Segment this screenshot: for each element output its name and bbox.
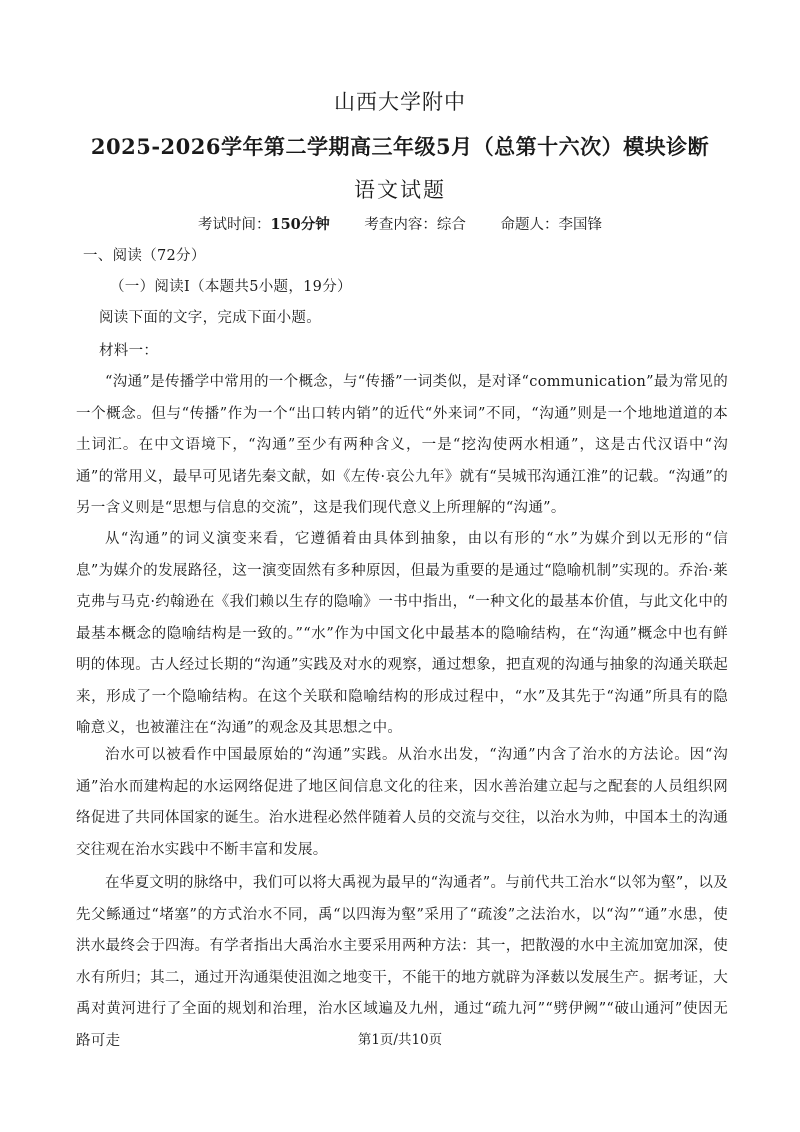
exam-time-value: 150分钟 <box>270 216 330 233</box>
exam-title: 2025-2026学年第二学期高三年级5月（总第十六次）模块诊断 <box>90 134 710 159</box>
material-label: 材料一： <box>99 343 159 359</box>
exam-content: 考查内容：综合 <box>364 217 466 233</box>
section-title: 一、阅读（72分） <box>83 248 206 264</box>
exam-author: 命题人：李国锋 <box>500 217 602 233</box>
exam-meta <box>0 213 800 234</box>
paragraph: 治水可以被看作中国最原始的“沟通”实践。从治水出发，“沟通”内含了治水的方法论。因“沟通”治水而建构起的水运网络促进了地区间信息文化的往来，因水善治建立起与之配套的人员组织网络促进了共同体国家的诞生。治水进程必然伴随着人员的交流与交往，以治水为帅，中国本土的沟通交往观在治水实践中不断丰富和发展。 <box>76 747 728 858</box>
paragraph: 从“沟通”的词义演变来看，它遵循着由具体到抽象，由以有形的“水”为媒介到以无形的“信息”为媒介的发展路径，这一演变固然有多种原因，但最为重要的是通过“隐喻机制”实现的。乔治·莱克弗与马克·约翰逊在《我们赖以生存的隐喻》一书中指出，“一种文化的最基本价值，与此文化中的最基本概念的隐喻结构是一致的。”“水”作为中国文化中最基本的隐喻结构，在“沟通”概念中也有鲜明的体现。古人经过长期的“沟通”实践及对水的观察，通过想象，把直观的沟通与抽象的沟通关联起来，形成了一个隐喻结构。在这个关联和隐喻结构的形成过程中，“水”及其先于“沟通”所具有的隐喻意义，也被灌注在“沟通”的观念及其思想之中。 <box>76 531 728 736</box>
page-number: 第1页/共10页 <box>357 1032 443 1048</box>
instruction-text: 阅读下面的文字，完成下面小题。 <box>99 310 321 326</box>
subsection-title: （一）阅读Ⅰ（本题共5小题，19分） <box>110 279 352 295</box>
school-name: 山西大学附中 <box>334 90 466 114</box>
subject-title: 语文试题 <box>354 178 446 202</box>
paragraph: 在华夏文明的脉络中，我们可以将大禹视为最早的“沟通者”。与前代共工治水“以邻为壑”，以及先父鲧通过“堵塞”的方式治水不同，禹“以四海为壑”采用了“疏浚”之法治水，以“沟”“通”水患，使洪水最终会于四海。有学者指出大禹治水主要采用两种方法：其一，把散漫的水中主流加宽加深，使水有所归；其二，通过开沟通渠使沮洳之地变干，不能干的地方就辟为泽薮以发展生产。据考证，大禹对黄河进行了全面的规划和治理，治水区域遍及九州，通过“疏九河”“劈伊阙”“破山通河”使因无路可走 <box>76 875 728 1049</box>
paragraph: “沟通”是传播学中常用的一个概念，与“传播”一词类似，是对译“communication”最为常见的一个概念。但与“传播”作为一个“出口转内销”的近代“外来词”不同，“沟通”则是一个地地道道的本土词汇。在中文语境下，“沟通”至少有两种含义，一是“挖沟使两水相通”，这是古代汉语中“沟通”的常用义，最早可见诸先秦文献，如《左传·哀公九年》就有“吴城邗沟通江淮”的记载。“沟通”的另一含义则是“思想与信息的交流”，这是我们现代意义上所理解的“沟通”。 <box>76 374 728 516</box>
exam-time <box>198 217 330 233</box>
exam-time-label: 考试时间： <box>198 217 271 233</box>
